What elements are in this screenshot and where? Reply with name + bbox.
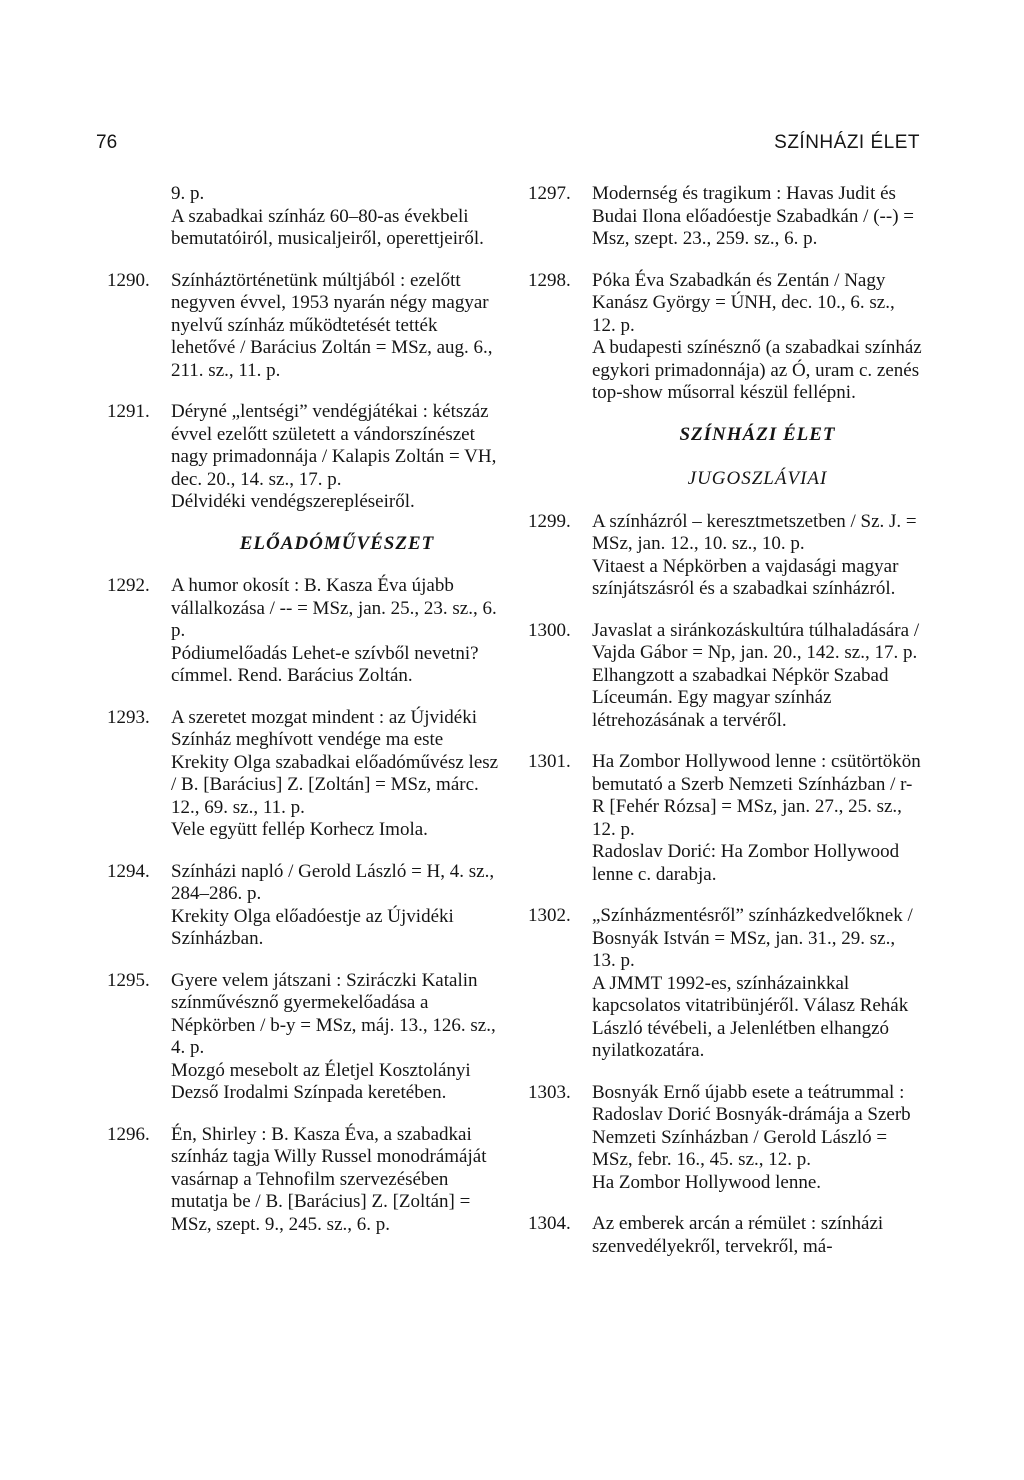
entry-number: 1295.: [107, 969, 150, 991]
entry-number: 1294.: [107, 860, 150, 882]
page-header: [96, 132, 920, 158]
bibliography-entry: [107, 861, 503, 951]
entry-number: 1293.: [107, 706, 150, 728]
bibliography-entry: [107, 401, 503, 514]
entry-note: Pódiumelőadás Lehet-e szívből nevetni? címmel. Rend. Barácius Zoltán.: [171, 642, 479, 686]
entry-number: 1304.: [528, 1213, 571, 1234]
entry-text: 9. p.: [171, 183, 205, 204]
entry-number: 1292.: [107, 575, 150, 596]
section-subheading-jugoszlaviai: JUGOSZLÁVIAI: [687, 468, 828, 489]
entry-text: Színháztörténetünk múltjából : ezelőtt negyven évvel, 1953 nyarán négy magyar nyelvű színház működtetését tették lehetővé / Barácius Zoltán = MSz, aug. 6., 211. sz., 11. p.: [171, 269, 493, 381]
page-number: 76: [96, 132, 118, 153]
entry-note: Délvidéki vendégszerepléseiről.: [171, 491, 415, 512]
entry-note: A budapesti színésznő (a szabadkai színház egykori primadonnája) az Ó, uram c. zenés top-show műsorral készül fellépni.: [592, 337, 922, 403]
entry-text: A szeretet mozgat mindent : az Újvidéki Színház meghívott vendége ma este Krekity Olga szabadkai előadóművész lesz / B. [Barácius] Z. [Zoltán] = MSz, márc. 12., 69. sz., 11. p.: [171, 706, 499, 818]
left-entries-after: [107, 575, 503, 1236]
bibliography-entry: [107, 707, 503, 842]
entry-text: A színházról – keresztmetszetben / Sz. J. = MSz, jan. 12., 10. sz., 10. p.: [592, 510, 917, 554]
entry-text: Én, Shirley : B. Kasza Éva, a szabadkai színház tagja Willy Russel monodrámáját vasárnap a Tehnofilm szervezésében mutatja be / B. [Barácius] Z. [Zoltán] = MSz, szept. 9., 245. sz., 6. p.: [171, 1123, 487, 1235]
bibliography-entry: [528, 511, 923, 601]
entry-text: Ha Zombor Hollywood lenne : csütörtökön bemutató a Szerb Nemzeti Színházban / r-R [Fehér Rózsa] = MSz, jan. 27., 25. sz., 12. p.: [592, 751, 921, 840]
running-title: SZÍNHÁZI ÉLET: [774, 132, 920, 153]
bibliography-entry: [107, 575, 503, 688]
bibliography-entry: [107, 1124, 503, 1237]
right-entries-after: [528, 511, 923, 1259]
entry-text: A humor okosít : B. Kasza Éva újabb vállalkozása / -- = MSz, jan. 25., 23. sz., 6. p.: [171, 575, 497, 641]
bibliography-entry: [528, 1082, 923, 1195]
bibliography-entry: [528, 1213, 923, 1258]
entry-text: Az emberek arcán a rémület : színházi szenvedélyekről, tervekről, má-: [592, 1213, 884, 1257]
section-heading-szinhazi-elet: SZÍNHÁZI ÉLET: [679, 423, 836, 445]
entry-number: 1303.: [528, 1081, 571, 1103]
entry-text: Déryné „lentségi” vendégjátékai : kétszáz évvel ezelőtt született a vándorszínészet nagy primadonnája / Kalapis Zoltán = VH, dec. 20., 14. sz., 17. p.: [171, 401, 497, 490]
bibliography-entry: [528, 751, 923, 886]
entry-text: Gyere velem játszani : Sziráczki Katalin színművésznő gyermekelőadása a Népkörben / b-y = MSz, máj. 13., 126. sz., 4. p.: [171, 969, 496, 1058]
bibliography-entry: [107, 970, 503, 1105]
entry-number: 1291.: [107, 401, 150, 422]
entry-text: Bosnyák Ernő újabb esete a teátrummal : Radoslav Dorić Bosnyák-drámája a Szerb Nemzeti Színházban / Gerold László = MSz, febr. 16., 45. sz., 12. p.: [592, 1081, 911, 1170]
entry-note: A szabadkai színház 60–80-as évekbeli bemutatóiról, musicaljeiről, operettjeiről.: [171, 205, 484, 249]
entry-number: 1297.: [528, 183, 571, 204]
entry-note: Mozgó mesebolt az Életjel Kosztolányi Dezső Irodalmi Színpada keretében.: [171, 1059, 471, 1103]
entry-number: 1296.: [107, 1123, 150, 1145]
entry-number: 1290.: [107, 269, 150, 291]
entry-text: Póka Éva Szabadkán és Zentán / Nagy Kanász György = ÚNH, dec. 10., 6. sz., 12. p.: [592, 269, 895, 336]
bibliography-entry: [528, 620, 923, 733]
entry-number: 1302.: [528, 905, 571, 926]
section-heading-eloadomuveszet: ELŐADÓMŰVÉSZET: [239, 532, 435, 554]
bibliography-entry: [528, 270, 923, 405]
left-column: [107, 183, 503, 1255]
right-entries-before: [528, 183, 923, 405]
entry-text: Modernség és tragikum : Havas Judit és Budai Ilona előadóestje Szabadkán / (--) = Msz, szept. 23., 259. sz., 6. p.: [592, 183, 914, 249]
entry-note: Ha Zombor Hollywood lenne.: [592, 1171, 822, 1193]
entry-text: Színházi napló / Gerold László = H, 4. sz., 284–286. p.: [171, 860, 495, 904]
entry-note: A JMMT 1992-es, színházainkkal kapcsolatos vitatribünjéről. Válasz Rehák László tévébeli, a Jelenlétben elhangzó nyilatkozatára.: [592, 972, 909, 1061]
right-column: [528, 183, 923, 1277]
entry-note: Krekity Olga előadóestje az Újvidéki Színházban.: [171, 905, 454, 949]
entry-note: Elhangzott a szabadkai Népkör Szabad Líceumán. Egy magyar színház létrehozásának a tervéről.: [592, 664, 889, 731]
bibliography-entry: [107, 270, 503, 383]
entry-text: „Színházmentésről” színházkedvelőknek / Bosnyák István = MSz, jan. 31., 29. sz., 13. p.: [592, 905, 913, 971]
entry-number: 1300.: [528, 619, 571, 641]
entry-note: Vitaest a Népkörben a vajdasági magyar színjátszásról és a szabadkai színházról.: [592, 555, 899, 599]
entry-number: 1301.: [528, 751, 571, 772]
left-entries-before: [107, 270, 503, 514]
continued-entry: [107, 183, 503, 251]
bibliography-entry: [528, 905, 923, 1063]
entry-note: Radoslav Dorić: Ha Zombor Hollywood lenne c. darabja.: [592, 841, 900, 885]
entry-number: 1299.: [528, 510, 571, 532]
entry-note: Vele együtt fellép Korhecz Imola.: [171, 819, 428, 840]
bibliography-entry: [528, 183, 923, 251]
entry-text: Javaslat a siránkozáskultúra túlhaladására / Vajda Gábor = Np, jan. 20., 142. sz., 17. p.: [592, 619, 920, 663]
entry-number: 1298.: [528, 269, 571, 291]
